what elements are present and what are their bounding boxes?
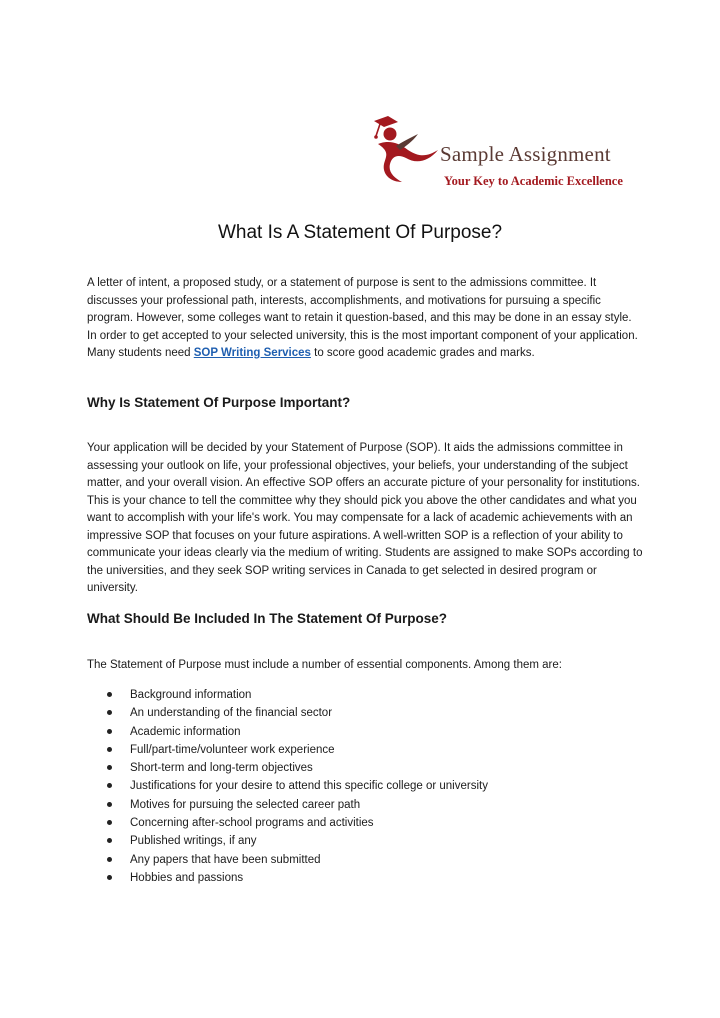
list-item: Hobbies and passions (87, 869, 488, 887)
list-item: Academic information (87, 723, 488, 741)
sample-assignment-logo (368, 112, 638, 192)
intro-text-end: to score good academic grades and marks. (310, 347, 535, 359)
intro-text-start: A letter of intent, a proposed study, or a statement of purpose is sent to the admissions committee. It discusses your professional path, interests, accomplishments, and motivations for pursuing a specific program. However, some colleges want to retain it question-based, and this may be done in an essay style. In order to get accepted to your selected university, this is the most important component of your application. Many students need (87, 277, 638, 359)
bullet-icon (107, 838, 112, 843)
list-item: Justifications for your desire to attend this specific college or university (87, 777, 488, 795)
bullet-icon (107, 875, 112, 880)
intro-paragraph (87, 275, 643, 363)
list-item: Published writings, if any (87, 832, 488, 850)
section-heading-contents: What Should Be Included In The Statement Of Purpose? (87, 611, 448, 626)
bullet-icon (107, 802, 112, 807)
components-list (87, 686, 488, 887)
sop-writing-services-link[interactable]: SOP Writing Services (193, 347, 311, 359)
section-heading-importance: Why Is Statement Of Purpose Important? (87, 395, 351, 410)
bullet-icon (107, 857, 112, 862)
list-item: Short-term and long-term objectives (87, 759, 488, 777)
list-item: Any papers that have been submitted (87, 851, 488, 869)
list-item: Motives for pursuing the selected career path (87, 796, 488, 814)
bullet-icon (107, 747, 112, 752)
bullet-icon (107, 729, 112, 734)
logo-name: Sample Assignment (440, 142, 611, 166)
bullet-icon (107, 783, 112, 788)
bullet-icon (107, 820, 112, 825)
contents-intro-paragraph: The Statement of Purpose must include a number of essential components. Among them are: (87, 659, 562, 671)
list-item: Background information (87, 686, 488, 704)
list-item: Concerning after-school programs and activities (87, 814, 488, 832)
page-title: What Is A Statement Of Purpose? (217, 222, 503, 243)
graduate-figure-icon (368, 112, 440, 192)
list-item: An understanding of the financial sector (87, 704, 488, 722)
bullet-icon (107, 710, 112, 715)
logo-tagline: Your Key to Academic Excellence (444, 174, 623, 188)
bullet-icon (107, 765, 112, 770)
list-item: Full/part-time/volunteer work experience (87, 741, 488, 759)
bullet-icon (107, 692, 112, 697)
importance-paragraph: Your application will be decided by your Statement of Purpose (SOP). It aids the admissions committee in assessing your outlook on life, your professional objectives, your beliefs, your understanding of the subject matter, and your overall vision. An effective SOP offers an accurate picture of your personality for institutions. This is your chance to tell the committee why they should pick you above the other candidates and what you want to accomplish with your life's work. You may compensate for a lack of academic achievements with an impressive SOP that focuses on your future aspirations. A well-written SOP is a reflection of your ability to communicate your ideas clearly via the medium of writing. Students are assigned to make SOPs according to the universities, and they seek SOP writing services in Canada to get selected in desired program or university. (87, 442, 643, 594)
